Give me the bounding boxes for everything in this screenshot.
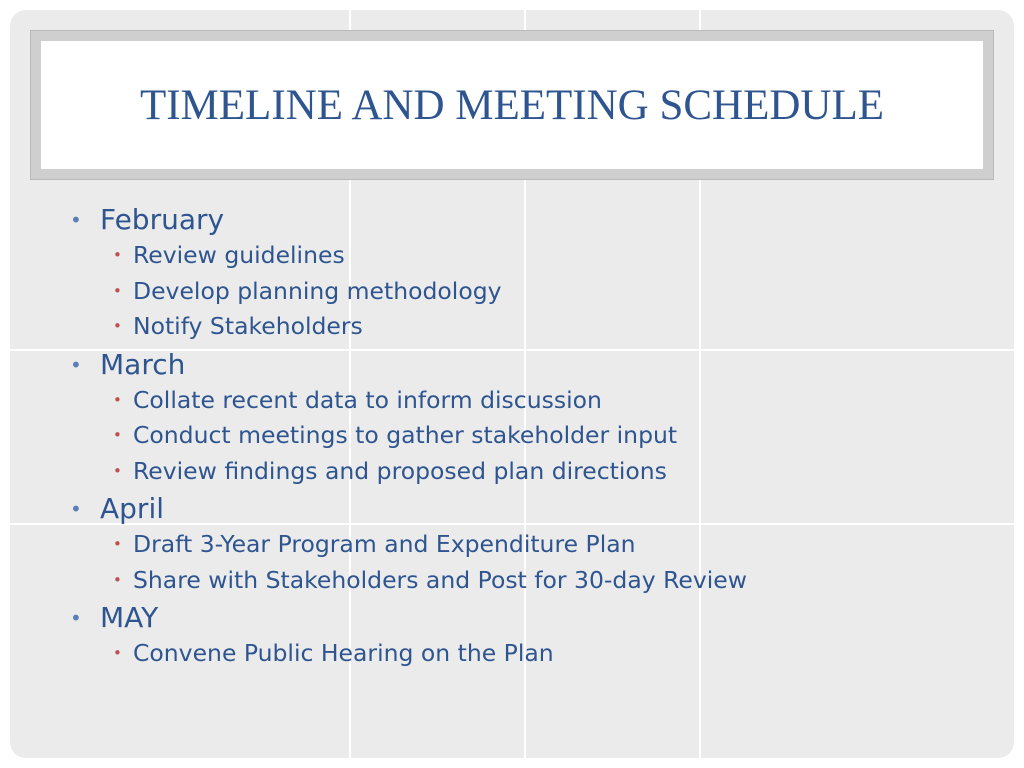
list-item: • Share with Stakeholders and Post for 30-day Review <box>70 563 990 599</box>
list-item: • Conduct meetings to gather stakeholder input <box>70 418 990 454</box>
slide-title: TIMELINE AND MEETING SCHEDULE <box>139 81 885 129</box>
month-february: • February <box>70 202 990 238</box>
month-march: • March <box>70 347 990 383</box>
list-item: • Review guidelines <box>70 238 990 274</box>
month-april: • April <box>70 491 990 527</box>
list-item: • Draft 3-Year Program and Expenditure Plan <box>70 527 990 563</box>
slide <box>10 10 1014 758</box>
list-item: • Collate recent data to inform discussion <box>70 383 990 419</box>
list-item: • Convene Public Hearing on the Plan <box>70 636 990 672</box>
list-item: • Review findings and proposed plan directions <box>70 454 990 490</box>
title-box <box>41 41 983 169</box>
month-may: • MAY <box>70 600 990 636</box>
list-item: • Notify Stakeholders <box>70 309 990 345</box>
title-frame <box>30 30 994 180</box>
bullet-list <box>70 200 990 672</box>
list-item: • Develop planning methodology <box>70 274 990 310</box>
